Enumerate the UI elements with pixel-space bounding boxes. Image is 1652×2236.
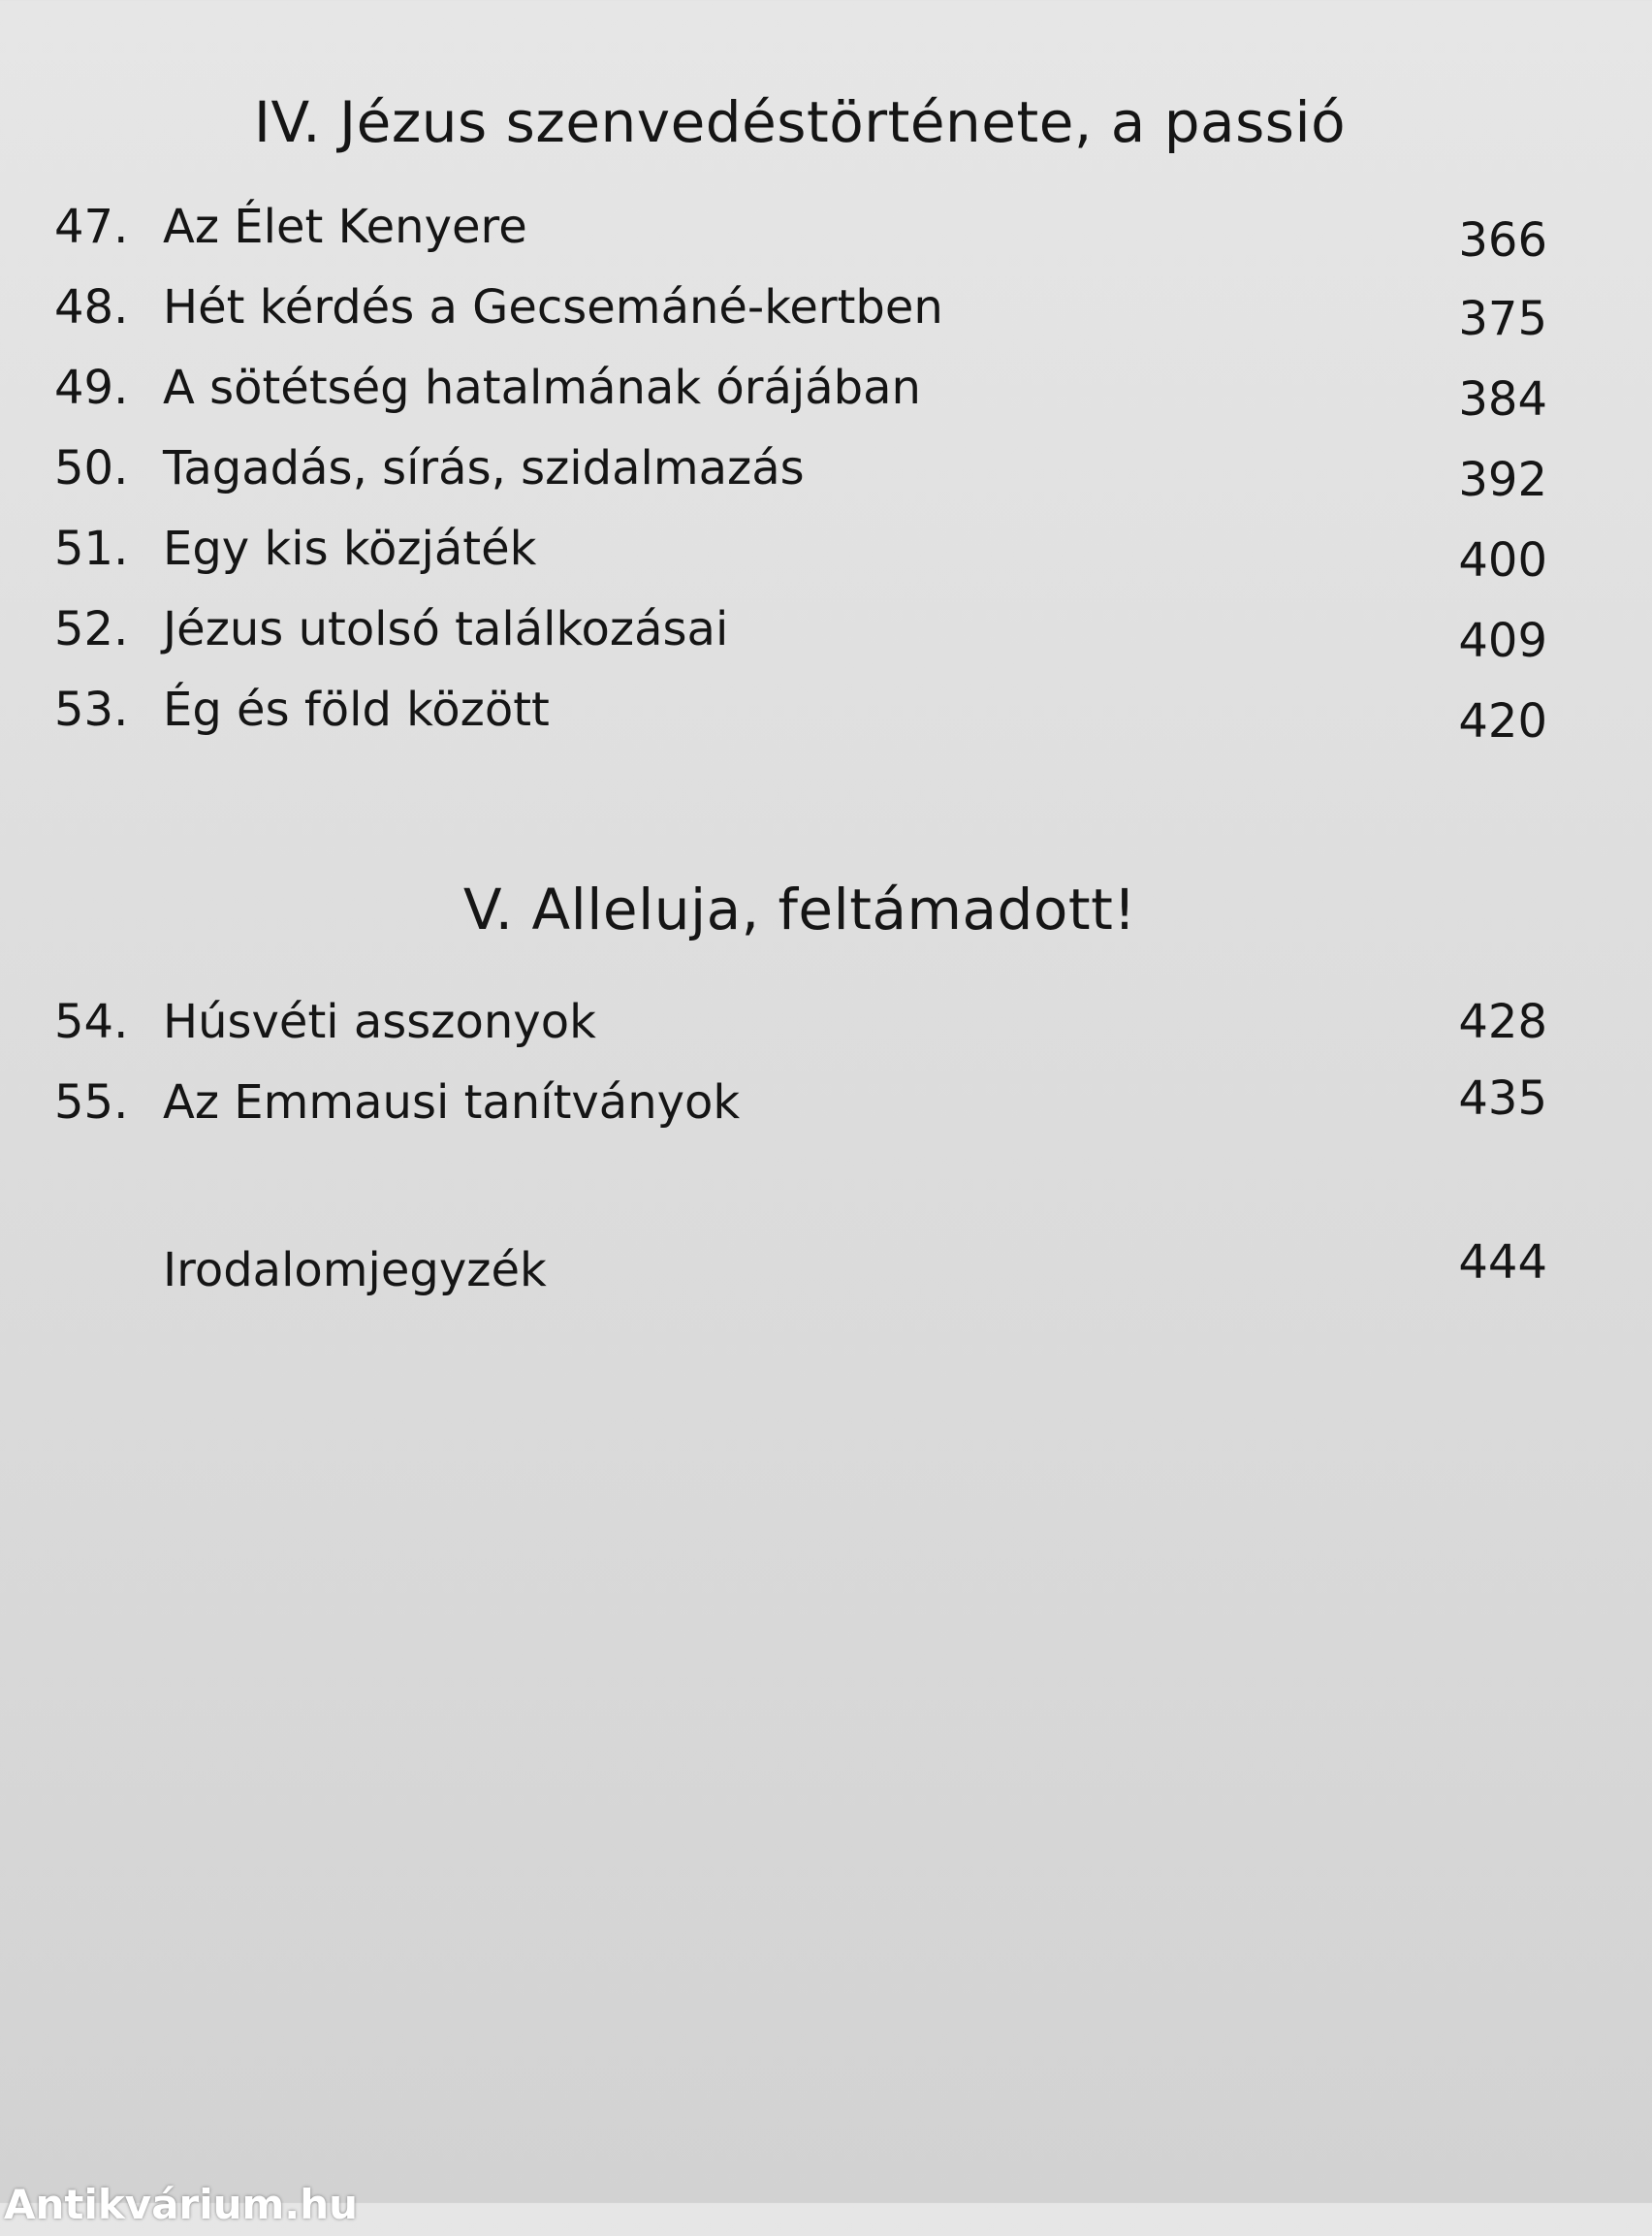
- entry-title: A sötétség hatalmának órájában: [163, 361, 921, 415]
- toc-entry: [0, 200, 1652, 270]
- entry-number: 48.: [54, 280, 129, 335]
- entry-number: 54.: [54, 995, 129, 1049]
- toc-entry: [0, 683, 1652, 752]
- entry-title: Az Élet Kenyere: [163, 200, 527, 254]
- watermark-text: Antikvárium.hu: [4, 2181, 359, 2228]
- entry-number: 53.: [54, 683, 129, 737]
- entry-number: 47.: [54, 200, 129, 254]
- toc-entry: [0, 602, 1652, 672]
- entry-number: 55.: [54, 1075, 129, 1130]
- entry-title: Tagadás, sírás, szidalmazás: [163, 441, 805, 495]
- entry-title: Hét kérdés a Gecsemáné-kertben: [163, 280, 943, 335]
- entry-page: 444: [1458, 1235, 1547, 1290]
- entry-page: 409: [1458, 614, 1547, 668]
- entry-number: 52.: [54, 602, 129, 656]
- toc-entry: [0, 441, 1652, 511]
- entry-title: Irodalomjegyzék: [163, 1243, 547, 1297]
- entry-page: 384: [1458, 372, 1547, 427]
- toc-entry: [0, 280, 1652, 350]
- section-title-v: V. Alleluja, feltámadott!: [462, 877, 1137, 942]
- entry-title: Húsvéti asszonyok: [163, 995, 596, 1049]
- entry-number: 50.: [54, 441, 129, 495]
- section-title-iv: IV. Jézus szenvedéstörténete, a passió: [253, 89, 1347, 155]
- entry-number: 49.: [54, 361, 129, 415]
- toc-entry: [0, 1071, 1652, 1145]
- entry-title: Jézus utolsó találkozásai: [163, 602, 729, 656]
- toc-entry: [0, 361, 1652, 431]
- toc-entry-bibliography: [0, 1235, 1652, 1313]
- entry-page: 366: [1458, 213, 1547, 268]
- entry-page: 400: [1458, 533, 1547, 588]
- entry-page: 435: [1458, 1071, 1547, 1126]
- entry-page: 392: [1458, 453, 1547, 507]
- toc-entry: [0, 995, 1652, 1065]
- entry-page: 428: [1458, 995, 1547, 1049]
- entry-page: 375: [1458, 292, 1547, 346]
- entry-page: 420: [1458, 694, 1547, 749]
- toc-entry: [0, 522, 1652, 591]
- entry-title: Az Emmausi tanítványok: [163, 1075, 741, 1130]
- entry-number: 51.: [54, 522, 129, 576]
- entry-title: Egy kis közjáték: [163, 522, 537, 576]
- entry-title: Ég és föld között: [163, 683, 550, 737]
